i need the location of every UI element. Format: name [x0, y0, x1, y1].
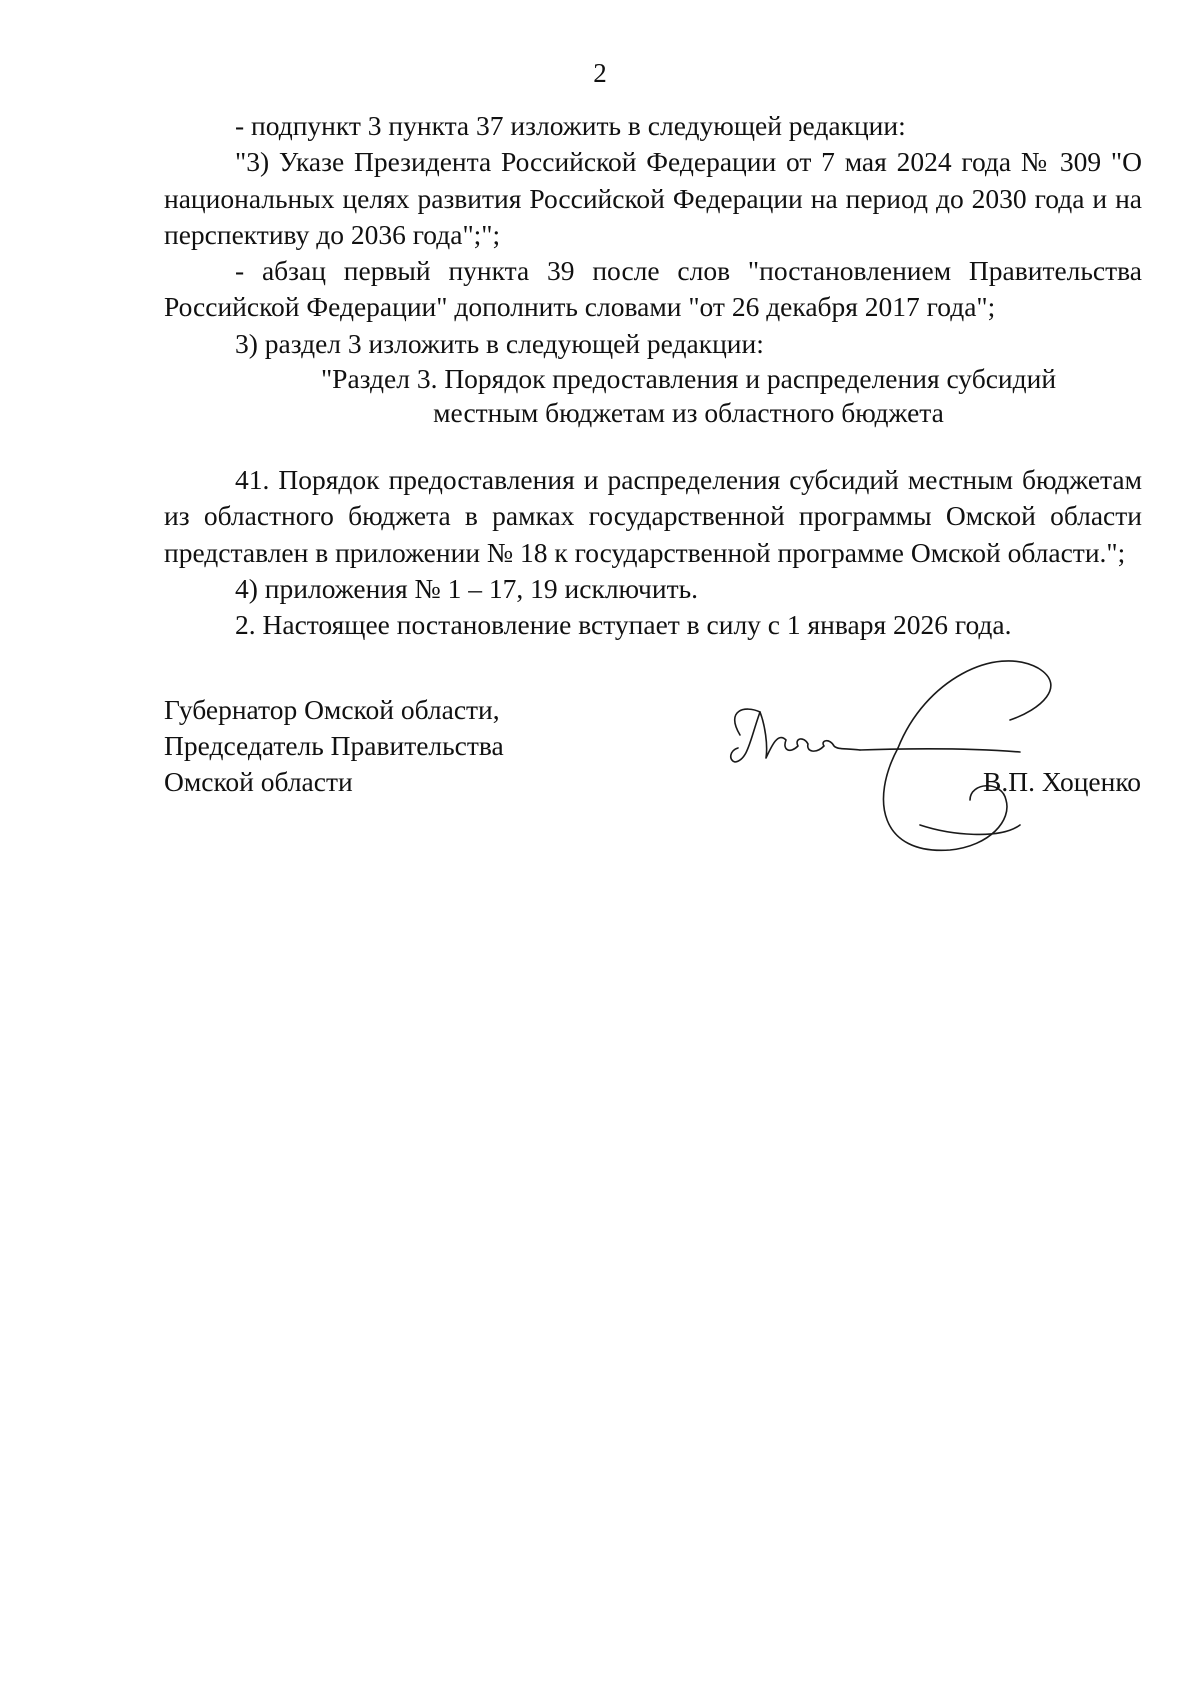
document-body: [164, 108, 1142, 644]
heading-spacer: [164, 430, 1142, 462]
paragraph-item-41: 41. Порядок предоставления и распределения субсидий местным бюджетам из областного бюджета в рамках государственной программы Омской области представлен в приложении № 18 к государственной программе Омской области.";: [164, 464, 1142, 568]
signatory-title-line-2: Председатель Правительства: [164, 730, 504, 761]
signatory-name: В.П. Хоценко: [983, 766, 1142, 797]
page-number: 2: [593, 58, 607, 88]
paragraph-effective-date: 2. Настоящее постановление вступает в силу с 1 января 2026 года.: [235, 609, 1012, 641]
paragraph-subitem-37: - подпункт 3 пункта 37 изложить в следующей редакции:: [235, 110, 906, 141]
signatory-title: [164, 692, 504, 800]
handwritten-signature: [720, 650, 1100, 870]
signatory-title-line-3: Омской области: [164, 766, 353, 797]
paragraph-decree-quote: "3) Указе Президента Российской Федерации от 7 мая 2024 года № 309 "О национальных целях развития Российской Федерации на период до 2030 года и на перспективу до 2036 года";";: [164, 146, 1142, 250]
section-heading-line-1: "Раздел 3. Порядок предоставления и распределения субсидий: [320, 363, 1057, 395]
paragraph-section-3: 3) раздел 3 изложить в следующей редакции:: [235, 327, 764, 359]
section-heading-line-2: местным бюджетам из областного бюджета: [433, 397, 944, 429]
paragraph-item-39: - абзац первый пункта 39 после слов "постановлением Правительства Российской Федерации" дополнить словами "от 26 декабря 2017 года";: [164, 255, 1142, 323]
signatory-title-line-1: Губернатор Омской области,: [164, 694, 500, 725]
paragraph-appendices: 4) приложения № 1 – 17, 19 исключить.: [235, 572, 699, 604]
